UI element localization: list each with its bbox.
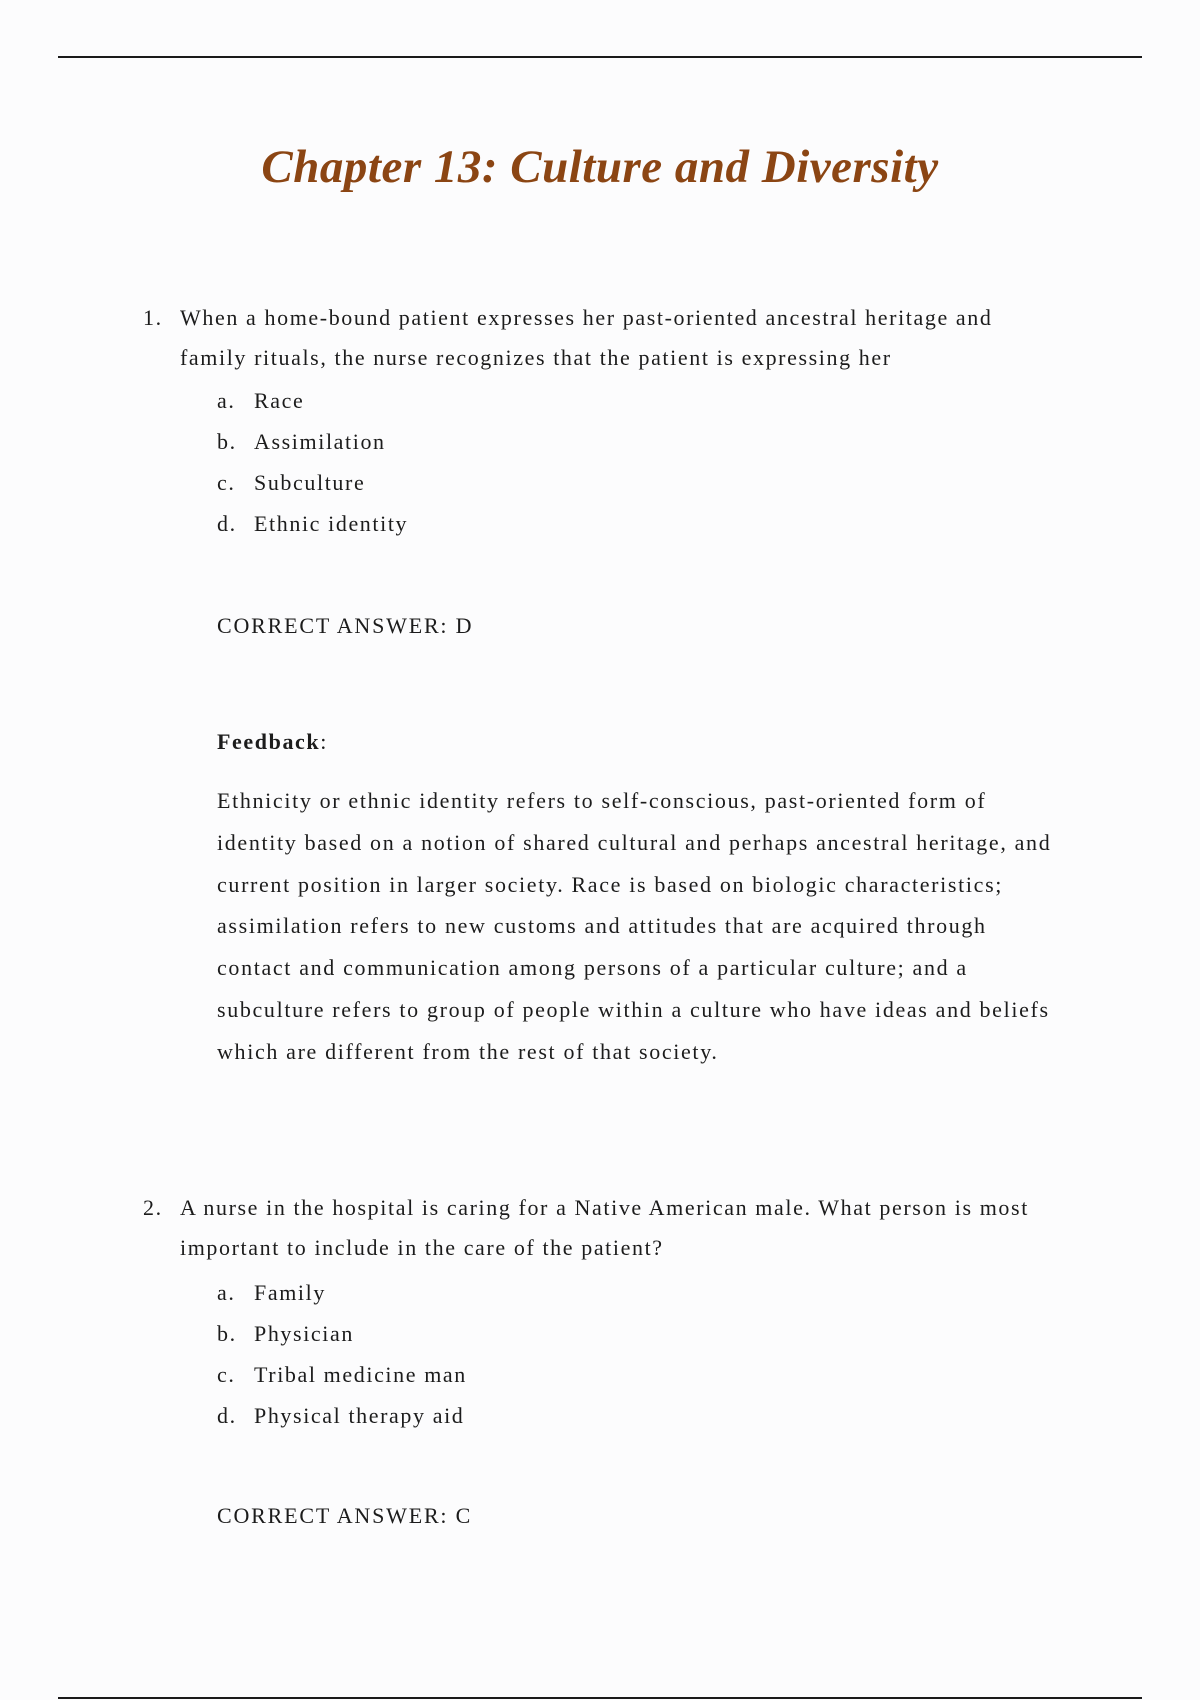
option-a: [217, 380, 408, 421]
option-text: Race: [254, 388, 305, 413]
option-b: [217, 421, 408, 462]
option-text: Family: [254, 1280, 326, 1305]
option-letter: b.: [217, 429, 237, 454]
feedback-heading: Feedback:: [217, 729, 328, 754]
option-letter: c.: [217, 470, 236, 495]
correct-answer: CORRECT ANSWER: C: [217, 1503, 473, 1528]
page-title: Chapter 13: Culture and Diversity: [261, 141, 939, 193]
option-c: [217, 1354, 467, 1395]
question-stem: A nurse in the hospital is caring for a Native American male. What person is most important to include in the care of the patient?: [180, 1195, 1029, 1260]
question-number: 1.: [143, 305, 163, 330]
answer-options: [217, 1272, 467, 1436]
option-letter: d.: [217, 511, 237, 536]
top-rule: [58, 56, 1142, 58]
option-letter: b.: [217, 1321, 237, 1346]
option-letter: c.: [217, 1362, 236, 1387]
option-d: [217, 503, 408, 544]
question-stem: When a home-bound patient expresses her past-oriented ancestral heritage and family rituals, the nurse recognizes that the patient is expressing her: [180, 305, 993, 370]
option-d: [217, 1395, 467, 1436]
option-text: Physician: [254, 1321, 354, 1346]
option-letter: a.: [217, 1280, 236, 1305]
feedback-label: Feedback: [217, 729, 321, 754]
option-b: [217, 1313, 467, 1354]
option-text: Tribal medicine man: [254, 1362, 467, 1387]
option-text: Physical therapy aid: [254, 1403, 465, 1428]
option-text: Assimilation: [254, 429, 386, 454]
option-letter: a.: [217, 388, 236, 413]
option-a: [217, 1272, 467, 1313]
option-letter: d.: [217, 1403, 237, 1428]
question-number: 2.: [143, 1195, 163, 1220]
option-text: Ethnic identity: [254, 511, 409, 536]
option-c: [217, 462, 408, 503]
option-text: Subculture: [254, 470, 366, 495]
correct-answer: CORRECT ANSWER: D: [217, 613, 474, 638]
feedback-text: Ethnicity or ethnic identity refers to self-conscious, past-oriented form of identity based on a notion of shared cultural and perhaps ancestral heritage, and current position in larger society. Race is based on biologic characteristics; assimilation refers to new customs and attitudes that are acquired through contact and communication among persons of a particular culture; and a subculture refers to group of people within a culture who have ideas and beliefs which are different from the rest of that society.: [217, 788, 1052, 1064]
bottom-rule: [58, 1697, 1142, 1699]
answer-options: [217, 380, 408, 544]
